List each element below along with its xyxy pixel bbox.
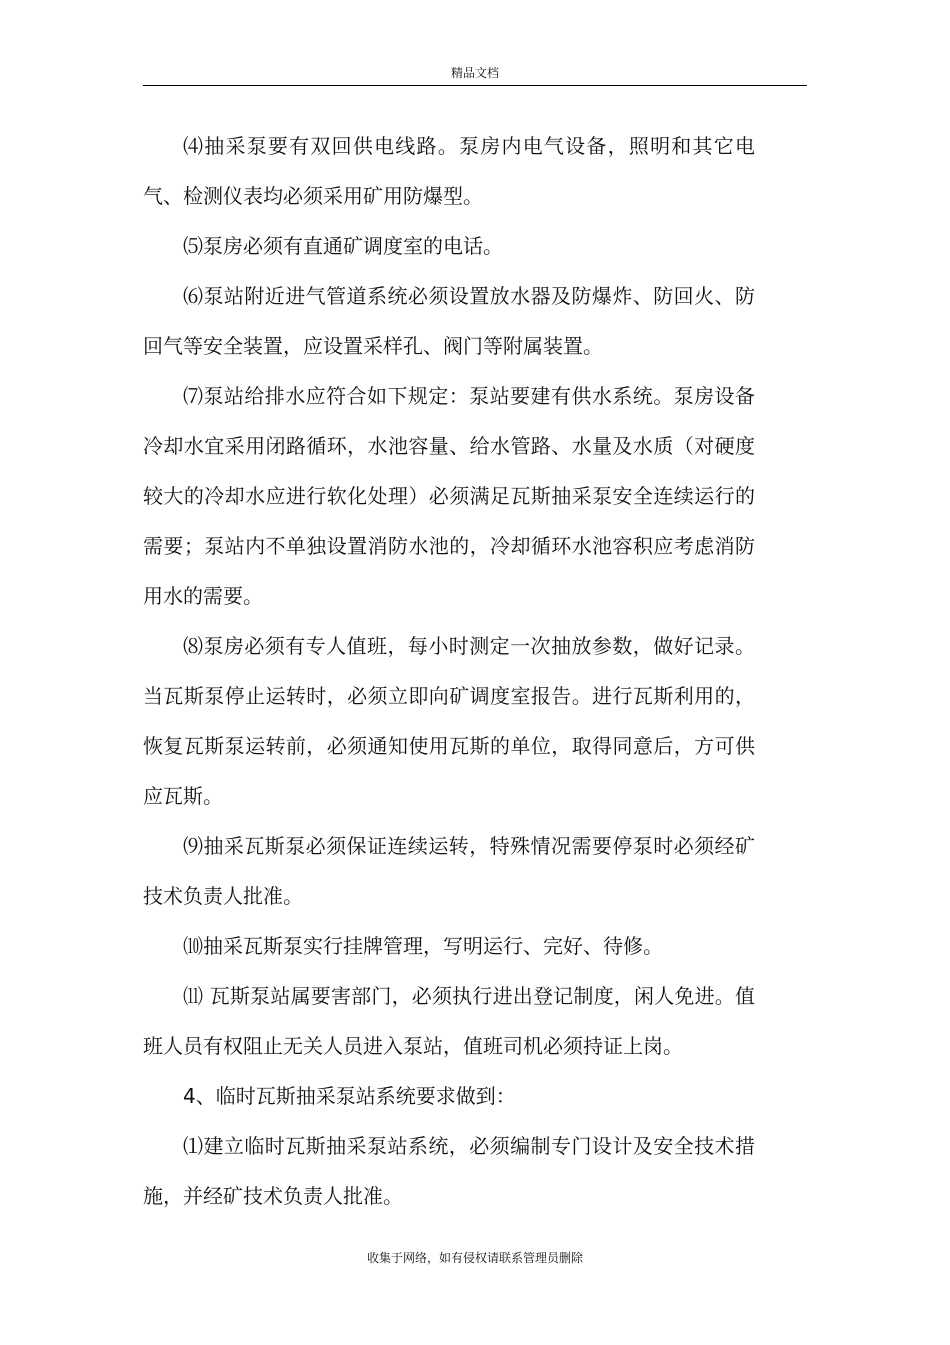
paragraph-item-7: ⑺泵站给排水应符合如下规定：泵站要建有供水系统。泵房设备冷却水宜采用闭路循环，水池容量、给水管路、水量及水质（对硬度较大的冷却水应进行软化处理）必须满足瓦斯抽采泵安全连续运行的需要；泵站内不单独设置消防水池的，冷却循环水池容积应考虑消防用水的需要。 xyxy=(143,384,755,608)
section-heading-4: 4、临时瓦斯抽采泵站系统要求做到： xyxy=(183,1084,516,1108)
page-header: 精品文档 xyxy=(450,66,499,80)
header-divider xyxy=(143,85,807,86)
document-body xyxy=(143,121,755,1221)
paragraph-item-11: ⑾ 瓦斯泵站属要害部门，必须执行进出登记制度，闲人免进。值班人员有权阻止无关人员进入泵站，值班司机必须持证上岗。 xyxy=(143,984,755,1058)
paragraph-item-10: ⑽抽采瓦斯泵实行挂牌管理，写明运行、完好、待修。 xyxy=(183,934,663,958)
paragraph-item-8: ⑻泵房必须有专人值班，每小时测定一次抽放参数，做好记录。当瓦斯泵停止运转时，必须立即向矿调度室报告。进行瓦斯利用的，恢复瓦斯泵运转前，必须通知使用瓦斯的单位，取得同意后，方可供应瓦斯。 xyxy=(143,634,755,808)
paragraph-item-1: ⑴建立临时瓦斯抽采泵站系统，必须编制专门设计及安全技术措施，并经矿技术负责人批准。 xyxy=(143,1134,755,1208)
paragraph-item-4: ⑷抽采泵要有双回供电线路。泵房内电气设备，照明和其它电气、检测仪表均必须采用矿用防爆型。 xyxy=(143,134,755,208)
paragraph-item-6: ⑹泵站附近进气管道系统必须设置放水器及防爆炸、防回火、防回气等安全装置，应设置采样孔、阀门等附属装置。 xyxy=(143,284,755,358)
paragraph-item-5: ⑸泵房必须有直通矿调度室的电话。 xyxy=(183,234,503,258)
paragraph-item-9: ⑼抽采瓦斯泵必须保证连续运转，特殊情况需要停泵时必须经矿技术负责人批准。 xyxy=(143,834,755,908)
page-footer: 收集于网络，如有侵权请联系管理员删除 xyxy=(366,1251,583,1265)
